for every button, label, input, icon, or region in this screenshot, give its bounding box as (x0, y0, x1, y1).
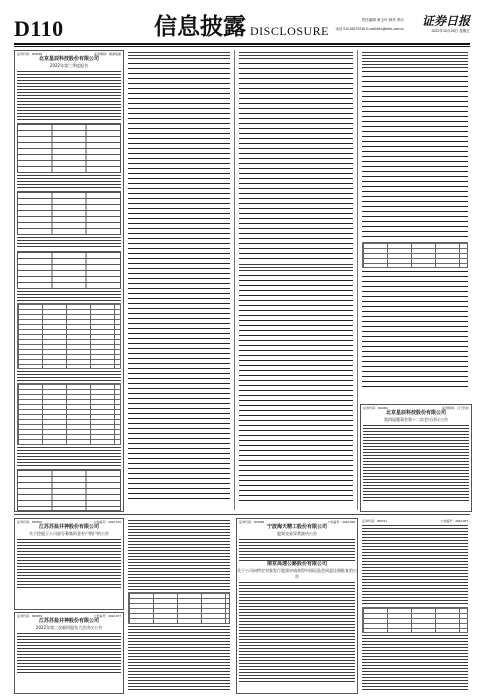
sheet-header (128, 52, 230, 60)
body-text (17, 71, 121, 121)
cash-flow-continued (360, 50, 470, 400)
adjustment-table (362, 242, 468, 268)
stock-abbr: 证券简称：汉王科技 (441, 406, 469, 410)
shareholder-table (17, 383, 121, 445)
stock-code: 证券代码：600876 (17, 614, 43, 618)
sheet-header (239, 52, 353, 60)
stock-code: 证券代码：603398 (239, 520, 265, 524)
company-name: 江苏苏盐井神股份有限公司 (38, 618, 99, 624)
sheet-header (362, 52, 468, 68)
section-title-en: DISCLOSURE (250, 24, 330, 38)
statement-rows (362, 270, 468, 390)
financial-table (17, 123, 121, 173)
notice-heading (15, 524, 123, 537)
cash-flow-rows (239, 274, 353, 504)
financial-table (17, 251, 121, 289)
masthead (14, 12, 470, 42)
cash-flow-rows (362, 70, 468, 240)
masthead-rule-thin (14, 46, 470, 47)
announcement-number: 公告编号：2022-058 (327, 520, 355, 524)
contact-line: 电话 010-65275746 E-mail:info@mhe.com.cn (335, 27, 404, 31)
notice-heading (361, 410, 471, 423)
notice-title: 第四届董事会第十二次会议决议公告 (384, 417, 448, 422)
body-text (362, 525, 468, 605)
company-name: 北京星辰科技股份有限公司 (38, 56, 99, 62)
financial-table (17, 469, 121, 511)
stock-code: 证券代码：603726 (17, 52, 43, 56)
notice-title: 股票交易异常波动公告 (277, 531, 317, 536)
financial-table (17, 191, 121, 235)
meeting-details (126, 518, 232, 692)
newspaper-logo: 证券日报 (421, 14, 470, 28)
detail-table (362, 607, 468, 633)
notice-heading (237, 561, 357, 580)
notice-title: 2022年第三次临时股东大会决议公告 (35, 625, 103, 630)
body-text (128, 520, 230, 590)
notice-continuation (360, 518, 470, 692)
column-divider (234, 50, 235, 510)
section-title: 信息披露 (154, 13, 246, 40)
notice-heading (15, 618, 123, 631)
company-name: 南京高速公路股份有限公司 (266, 561, 327, 567)
column-divider (357, 50, 358, 510)
income-statement-rows (239, 62, 353, 262)
stock-abbr: 证券简称：朗迪集团 (93, 52, 121, 56)
announcement-number: 公告编号：2022-077 (93, 614, 121, 618)
body-text (17, 291, 121, 301)
notice-title: 2022年第三季度报告 (49, 63, 89, 68)
balance-sheet (126, 50, 232, 510)
date-line: 2022年10月28日 星期五 (431, 29, 470, 33)
announcement-number: 公告编号：2022-076 (93, 520, 121, 524)
body-text (17, 237, 121, 249)
body-text (17, 633, 121, 675)
balance-sheet-rows (128, 62, 230, 502)
shareholder-table (17, 303, 121, 369)
body-text (239, 582, 355, 682)
notice-heading (15, 56, 123, 69)
company-name: 江苏苏盐井神股份有限公司 (38, 524, 99, 530)
editor-line: 责任编辑 黄玉叶 制作 李沙 (361, 18, 404, 22)
stock-code: 证券代码：000721 (362, 519, 388, 523)
company-name: 北京星辰科技股份有限公司 (385, 410, 446, 416)
body-text (128, 626, 230, 690)
masthead-rule (14, 43, 470, 45)
body-text (17, 371, 121, 381)
body-text (17, 539, 121, 589)
trading-abnormal-notice (236, 518, 358, 694)
company-name: 宁波海天精工股份有限公司 (266, 524, 327, 530)
announcement-number: 公告编号：2022-067 (440, 519, 468, 523)
shareholder-meeting-notice (14, 612, 124, 694)
board-resolution-notice (360, 404, 472, 512)
notice-code-line (360, 518, 470, 523)
notice-title: 关于公司向特定对象发行股票申请获得中国证监会同意注册批复的公告 (237, 568, 357, 579)
body-text (363, 425, 469, 501)
account-closure-notice (14, 518, 124, 610)
sheet-header (239, 264, 353, 272)
vote-table (128, 592, 230, 624)
page-code: D110 (14, 16, 64, 41)
income-statement (237, 50, 355, 510)
section-divider (14, 514, 470, 515)
notice-title: 关于控股子公司部分募集资金专户销户的公告 (29, 531, 109, 536)
notice-heading (237, 524, 357, 537)
stock-code: 证券代码：600876 (17, 520, 43, 524)
quarterly-report-notice (14, 50, 124, 512)
body-text (239, 539, 355, 561)
body-text (17, 447, 121, 467)
stock-code: 证券代码：002362 (363, 406, 389, 410)
body-text (362, 635, 468, 691)
body-text (17, 175, 121, 189)
